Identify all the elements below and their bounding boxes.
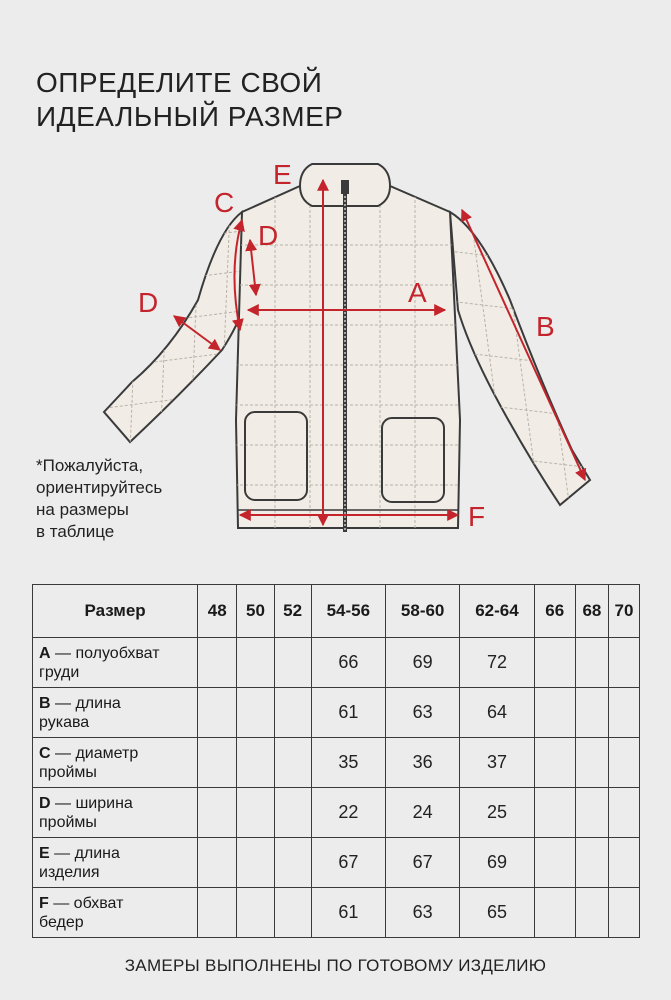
table-cell (575, 688, 608, 738)
table-cell: 67 (311, 838, 385, 888)
table-cell (534, 788, 575, 838)
table-cell: 24 (386, 788, 460, 838)
note-line-2: ориентируйтесь (36, 478, 163, 497)
label-b: B (536, 311, 555, 342)
table-cell: 37 (460, 738, 534, 788)
measurement-code: F (39, 894, 49, 912)
note-line-3: на размеры (36, 500, 129, 519)
table-cell (575, 788, 608, 838)
measurement-text-line2: изделия (39, 863, 100, 881)
label-e: E (273, 159, 292, 190)
left-sleeve (90, 210, 250, 450)
size-header: 70 (608, 585, 639, 638)
table-cell (198, 888, 237, 938)
footer-note: ЗАМЕРЫ ВЫПОЛНЕНЫ ПО ГОТОВОМУ ИЗДЕЛИЮ (124, 956, 547, 975)
table-cell: 35 (311, 738, 385, 788)
table-cell (274, 888, 311, 938)
size-header: 58-60 (386, 585, 460, 638)
label-d-upper: D (258, 220, 279, 251)
table-cell (237, 638, 274, 688)
table-cell: 36 (386, 738, 460, 788)
table-row (33, 888, 640, 938)
size-header: 62-64 (460, 585, 534, 638)
table-cell (274, 738, 311, 788)
table-cell: 67 (386, 838, 460, 888)
measurement-text-line2: проймы (39, 763, 97, 781)
table-cell (198, 688, 237, 738)
table-cell (237, 838, 274, 888)
measurement-text-line2: рукава (39, 713, 90, 731)
table-row (33, 638, 640, 688)
measurement-name (33, 788, 198, 838)
table-cell (274, 788, 311, 838)
measurement-name (33, 688, 198, 738)
table-cell (608, 638, 639, 688)
table-cell (534, 888, 575, 938)
table-cell (237, 888, 274, 938)
table-cell (575, 738, 608, 788)
table-cell: 69 (386, 638, 460, 688)
table-cell (534, 838, 575, 888)
measurement-name (33, 838, 198, 888)
table-cell: 25 (460, 788, 534, 838)
table-cell (274, 638, 311, 688)
table-cell (534, 738, 575, 788)
size-table (32, 584, 640, 938)
table-cell: 72 (460, 638, 534, 688)
title-line-1: ОПРЕДЕЛИТЕ СВОЙ (36, 67, 323, 98)
table-cell: 22 (311, 788, 385, 838)
right-sleeve (440, 210, 610, 510)
table-cell (198, 638, 237, 688)
table-cell (575, 638, 608, 688)
table-cell (274, 838, 311, 888)
table-header-row (33, 585, 640, 638)
title-line-2: ИДЕАЛЬНЫЙ РАЗМЕР (36, 101, 344, 132)
measurement-code: E (39, 844, 50, 862)
note-line-1: *Пожалуйста, (36, 456, 144, 475)
table-cell: 65 (460, 888, 534, 938)
table-row (33, 738, 640, 788)
measurement-code: D (39, 794, 51, 812)
measurement-text-line1: — длина (50, 694, 121, 712)
table-cell: 69 (460, 838, 534, 888)
measurement-text-line2: проймы (39, 813, 97, 831)
measurement-text-line1: — полуобхват (50, 644, 160, 662)
table-cell (608, 688, 639, 738)
measurement-text-line2: груди (39, 663, 80, 681)
size-header: 66 (534, 585, 575, 638)
table-cell (608, 888, 639, 938)
table-cell (237, 688, 274, 738)
table-cell (575, 838, 608, 888)
table-cell (198, 738, 237, 788)
table-row (33, 688, 640, 738)
table-row (33, 788, 640, 838)
size-header: 68 (575, 585, 608, 638)
jacket-diagram (90, 150, 610, 550)
table-cell (237, 788, 274, 838)
table-cell (534, 688, 575, 738)
page-title (36, 66, 343, 134)
table-cell: 64 (460, 688, 534, 738)
table-cell (198, 838, 237, 888)
table-cell (608, 838, 639, 888)
label-f: F (468, 501, 486, 532)
measurement-text-line1: — длина (49, 844, 120, 862)
table-cell (534, 638, 575, 688)
measurement-code: C (39, 744, 51, 762)
measurement-code: B (39, 694, 51, 712)
size-header: 48 (198, 585, 237, 638)
note-line-4: в таблице (36, 522, 115, 541)
measurement-code: A (39, 644, 51, 662)
label-d-sleeve: D (138, 287, 159, 318)
measurement-name (33, 738, 198, 788)
label-a: A (408, 277, 427, 308)
table-cell: 61 (311, 888, 385, 938)
table-cell: 61 (311, 688, 385, 738)
table-cell: 63 (386, 888, 460, 938)
header-size-label: Размер (33, 585, 198, 638)
table-cell: 66 (311, 638, 385, 688)
size-header: 52 (274, 585, 311, 638)
table-cell (575, 888, 608, 938)
measurement-name (33, 888, 198, 938)
size-header: 50 (237, 585, 274, 638)
table-cell (237, 738, 274, 788)
size-header: 54-56 (311, 585, 385, 638)
measurement-text-line2: бедер (39, 913, 84, 931)
measurement-text-line1: — ширина (50, 794, 133, 812)
measurement-text-line1: — диаметр (50, 744, 139, 762)
table-cell (274, 688, 311, 738)
table-cell (608, 738, 639, 788)
table-cell: 63 (386, 688, 460, 738)
measurement-text-line1: — обхват (48, 894, 124, 912)
measurement-name (33, 638, 198, 688)
table-row (33, 838, 640, 888)
table-cell (608, 788, 639, 838)
label-c: C (214, 187, 235, 218)
table-cell (198, 788, 237, 838)
